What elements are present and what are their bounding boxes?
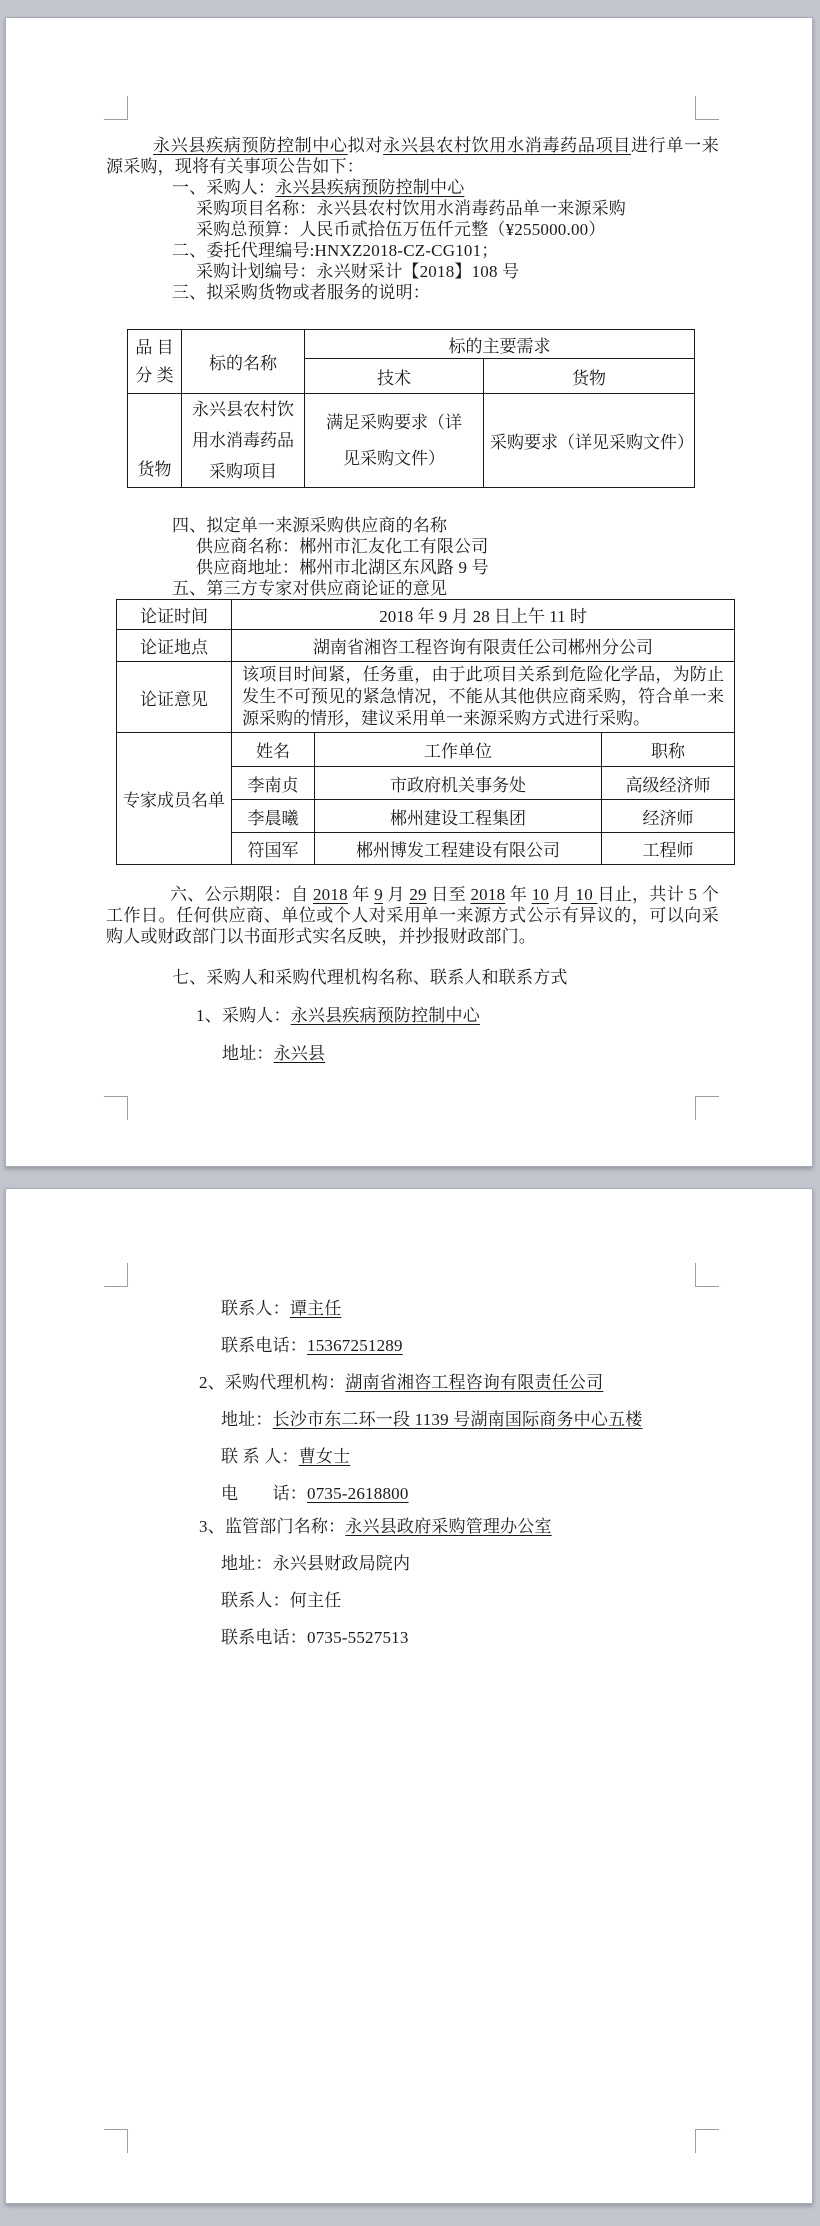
line-buyer-address [222,1043,325,1064]
text-run: 日止，共计 5 个工作日。任何供应商、单位或个人对采用单一来源方式公示有异议的，可以向采购人或财政部门以书面形式实名反映，并抄报财政部门。 [106,885,720,946]
goods-table-cell-name: 永兴县农村饮用水消毒药品采购项目 [182,394,305,488]
expert-org: 郴州博发工程建设有限公司 [315,833,602,865]
underlined-text: 9 [374,885,383,904]
line-agent-phone [221,1483,409,1504]
text-run: 六、公示期限：自 [170,885,313,904]
goods-table-cell-tech: 满足采购要求（详见采购文件） [305,394,484,488]
line-contact-info-title [172,967,568,988]
text-run: 四、拟定单一来源采购供应商的名称 [172,516,448,535]
goods-table-header-category: 品 目 分 类 [128,330,182,394]
paragraph-publicity-period [106,884,719,947]
text-run: 进行单一来源采购，现将有关事项公告如下： [106,136,719,176]
underlined-text: 长沙市东二环一段 1139 号湖南国际商务中心五楼 [272,1410,643,1429]
line-budget [196,219,606,240]
goods-table-cell-category: 货物 [128,394,182,488]
expert-title: 工程师 [602,833,735,865]
expert-table-label-place: 论证地点 [117,630,232,662]
text-run: 3、监管部门名称： [199,1517,346,1536]
goods-table-header-name: 标的名称 [182,330,305,394]
line-agent-contact [221,1446,350,1467]
line-regulator-contact [221,1590,341,1611]
expert-table-header-title: 职称 [602,733,735,767]
underlined-text: 永兴县疾病预防控制中心 [290,1006,480,1025]
text-run: 地址：永兴县财政局院内 [221,1554,411,1573]
underlined-text: 永兴县 [273,1044,326,1063]
line-supplier-address [196,557,489,578]
line-expert-opinion-title [172,578,447,599]
goods-table [127,329,695,488]
underlined-text: 永兴县疾病预防控制中心 [275,178,465,197]
text-run: 供应商地址：郴州市北湖区东风路 9 号 [196,558,489,577]
underlined-text: 2018 [312,885,348,904]
text-run: 年 [505,885,532,904]
underlined-text: 2018 [470,885,506,904]
line-regulator-address [221,1553,410,1574]
text-run: 电 话： [221,1484,307,1503]
text-run: 2、采购代理机构： [199,1373,346,1392]
underlined-text: 谭主任 [289,1299,342,1318]
expert-table-label-members: 专家成员名单 [117,733,232,865]
expert-table-value-place: 湖南省湘咨工程咨询有限责任公司郴州分公司 [232,630,735,662]
underlined-text: 29 [409,885,427,904]
text-run: 月 [382,885,410,904]
line-supplier-name [196,536,488,557]
text-boundary-mark [695,2129,719,2153]
text-run: 五、第三方专家对供应商论证的意见 [172,579,448,598]
text-run: 采购计划编号：永兴财采计【2018】108 号 [196,262,520,281]
line-buyer-contact [221,1298,341,1319]
line-buyer [172,177,464,198]
expert-table-label-opinion: 论证意见 [117,662,232,733]
goods-table-header-tech: 技术 [305,359,484,394]
text-boundary-mark [695,96,719,120]
underlined-text: 曹女士 [298,1447,351,1466]
expert-table-label-time: 论证时间 [117,600,232,630]
expert-table-header-name: 姓名 [232,733,315,767]
text-run: 联系人：何主任 [221,1591,342,1610]
text-run: 联系电话：0735-5527513 [221,1628,409,1647]
underlined-text: 10 [570,885,598,904]
text-boundary-mark [104,1096,128,1120]
expert-title: 高级经济师 [602,767,735,800]
text-run: 联 系 人： [221,1447,299,1466]
text-run: 采购项目名称：永兴县农村饮用水消毒药品单一来源采购 [196,199,626,218]
text-run: 拟对 [347,136,384,155]
line-regulator-phone [221,1627,409,1648]
expert-table-header-org: 工作单位 [315,733,602,767]
expert-org: 郴州建设工程集团 [315,800,602,833]
underlined-text: 永兴县农村饮用水消毒药品项目 [383,136,631,155]
document-page-2 [5,1188,813,2204]
line-buyer-2 [196,1005,480,1026]
underlined-text: 永兴县政府采购管理办公室 [345,1517,552,1536]
expert-title: 经济师 [602,800,735,833]
text-run: 地址： [222,1044,274,1063]
line-plan-number [196,261,519,282]
line-regulator-name [199,1516,552,1537]
line-agent-address [221,1409,642,1430]
line-agent-name [199,1372,603,1393]
expert-table-value-opinion: 该项目时间紧，任务重，由于此项目关系到危险化学品，为防止发生不可预见的紧急情况，不能从其他供应商采购，符合单一来源采购的情形，建议采用单一来源采购方式进行采购。 [232,662,735,733]
expert-table [116,599,735,865]
expert-table-value-time: 2018 年 9 月 28 日上午 11 时 [232,600,735,630]
text-run: 日至 [426,885,471,904]
text-boundary-mark [695,1263,719,1287]
text-run: 年 [347,885,375,904]
text-run: 供应商名称：郴州市汇友化工有限公司 [196,537,489,556]
goods-table-header-requirements: 标的主要需求 [305,330,695,359]
expert-name: 李晨曦 [232,800,315,833]
text-run: 七、采购人和采购代理机构名称、联系人和联系方式 [172,968,568,987]
underlined-text: 0735-2618800 [307,1484,409,1503]
underlined-text: 15367251289 [307,1336,403,1355]
expert-name: 李南贞 [232,767,315,800]
underlined-text: 10 [531,885,550,904]
text-boundary-mark [104,1263,128,1287]
text-boundary-mark [104,96,128,120]
paragraph-intro [106,135,719,177]
text-boundary-mark [104,2129,128,2153]
expert-org: 市政府机关事务处 [315,767,602,800]
text-boundary-mark [695,1096,719,1120]
line-goods-description-title [172,282,430,303]
line-project-name [196,198,626,219]
text-run: 一、采购人： [172,178,276,197]
goods-table-cell-goods: 采购要求（详见采购文件） [484,394,695,488]
expert-name: 符国军 [232,833,315,865]
text-run: 二、委托代理编号:HNXZ2018-CZ-CG101； [172,241,499,260]
text-run: 地址： [221,1410,273,1429]
text-run: 1、采购人： [196,1006,291,1025]
text-run: 联系电话： [221,1336,307,1355]
text-run: 三、拟采购货物或者服务的说明： [172,283,430,302]
underlined-text: 永兴县疾病预防控制中心 [153,136,348,155]
line-buyer-phone [221,1335,403,1356]
document-page-1 [5,17,813,1167]
text-run: 采购总预算：人民币贰拾伍万伍仟元整（¥255000.00） [196,220,606,239]
line-supplier-title [172,515,447,536]
text-run: 联系人： [221,1299,290,1318]
line-agency-number [172,240,499,261]
text-run: 月 [549,885,571,904]
goods-table-header-goods: 货物 [484,359,695,394]
underlined-text: 湖南省湘咨工程咨询有限责任公司 [345,1373,604,1392]
